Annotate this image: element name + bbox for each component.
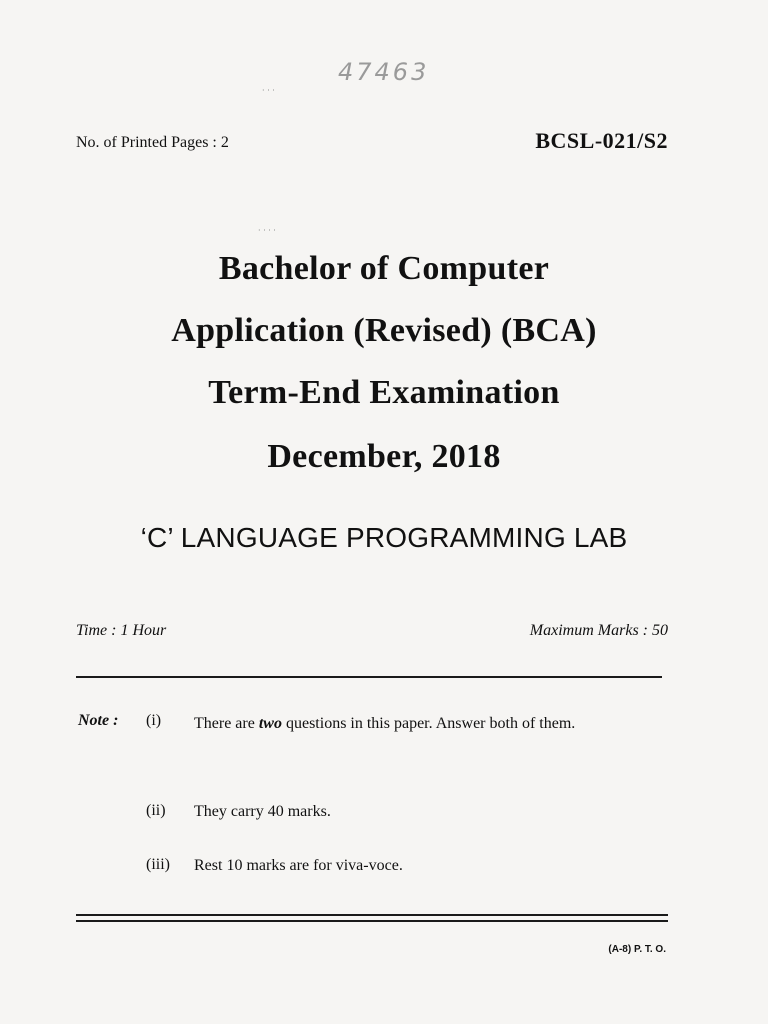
time-allowed: Time : 1 Hour [76,622,167,639]
course-code: BCSL-021/S2 [535,128,668,153]
page-footer-pto: (A-8) P. T. O. [608,944,666,955]
note-item-number: (i) [146,712,162,729]
note-item-text: Rest 10 marks are for viva-voce. [194,857,403,874]
emphasis-text: two [258,715,282,732]
note-item-text: There are two questions in this paper. Answer both of them. [194,715,576,732]
title-line-3: Term-End Examination [208,374,560,411]
note-item-text: They carry 40 marks. [194,803,331,820]
footer-rule-top [76,914,668,916]
scan-speck: · · · · [258,226,276,235]
subject-title: ‘C’ LANGUAGE PROGRAMMING LAB [140,522,628,553]
maximum-marks: Maximum Marks : 50 [529,622,668,639]
exam-date: December, 2018 [267,438,501,475]
footer-rule-bottom [76,920,668,922]
handwritten-serial-number: 47463 [338,58,430,86]
divider-line [76,676,662,678]
title-line-1: Bachelor of Computer [218,250,550,287]
note-item-number: (iii) [146,856,170,873]
scan-speck: · · · [262,86,275,95]
printed-pages-count: No. of Printed Pages : 2 [76,134,229,151]
note-label: Note : [78,712,119,729]
title-line-2: Application (Revised) (BCA) [171,312,597,349]
note-item-number: (ii) [146,802,166,819]
